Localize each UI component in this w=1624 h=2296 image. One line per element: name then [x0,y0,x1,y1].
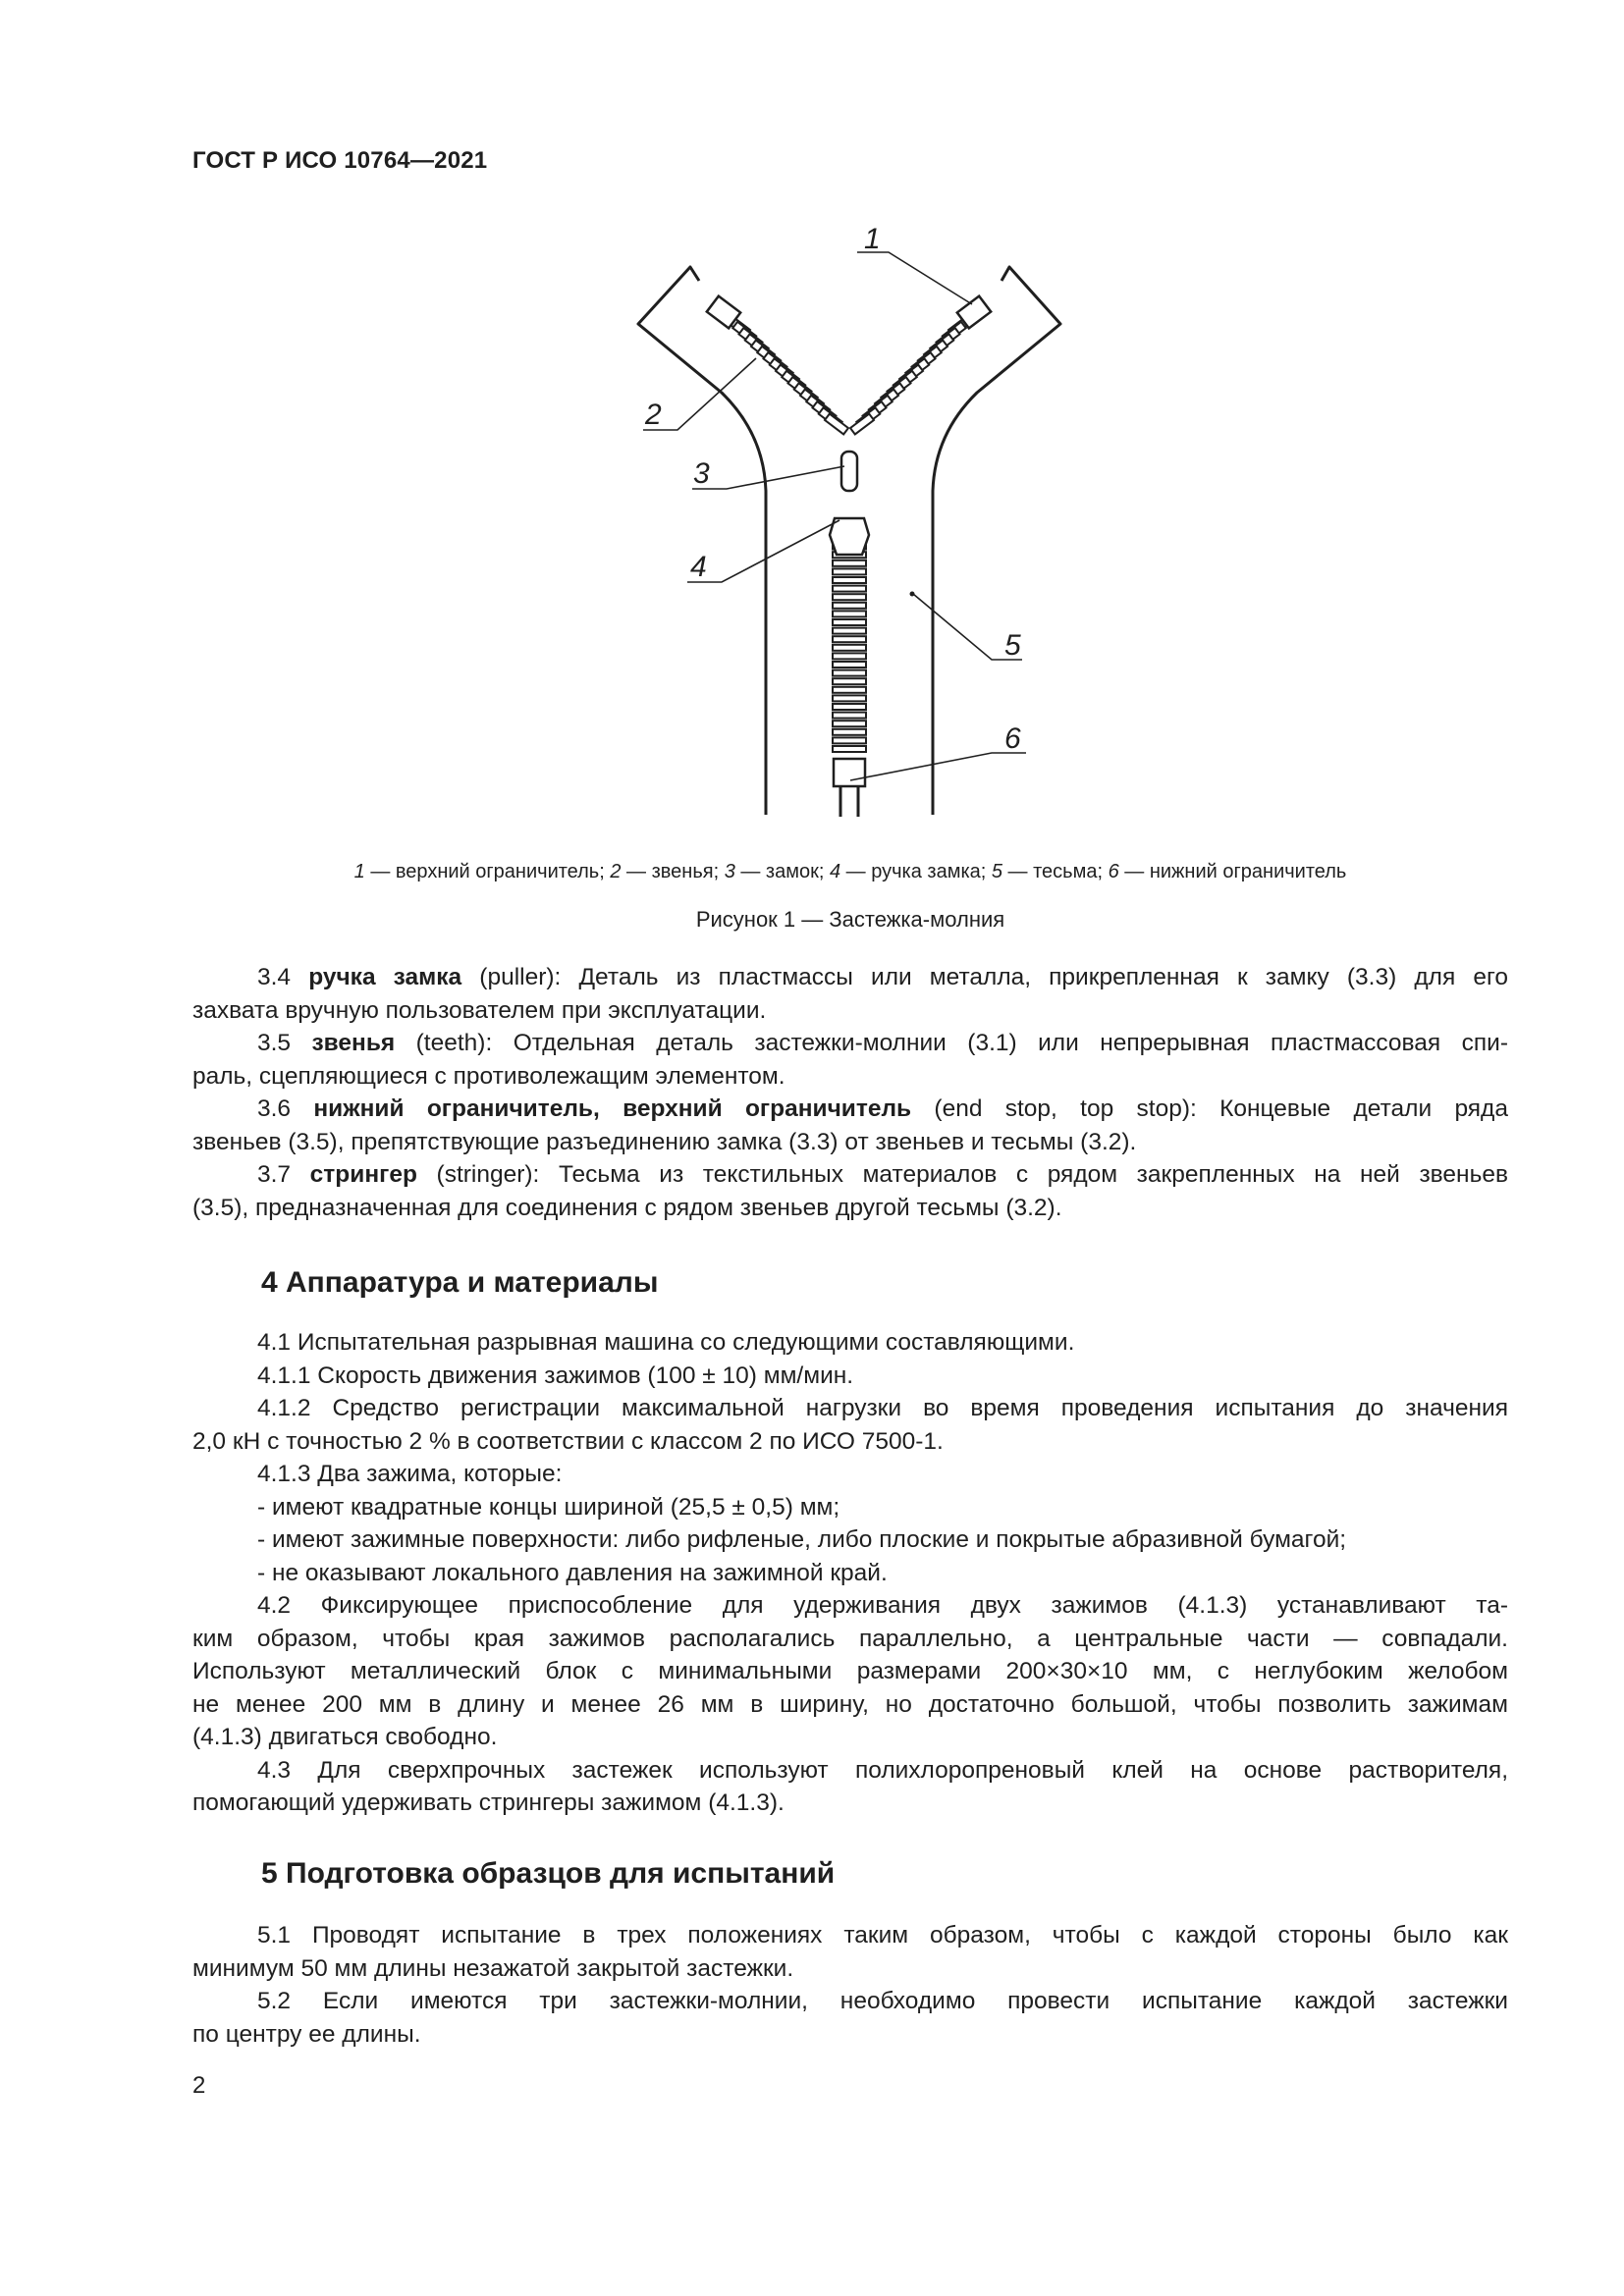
section-5-title: 5 Подготовка образцов для испытаний [261,1857,836,1890]
label-2: 2 [645,399,662,431]
label-4: 4 [690,551,707,583]
zipper-tooth [833,729,866,735]
zipper-tooth [833,687,866,693]
para-4-2: 4.2 Фиксирующее приспособление для удерживания двух зажимов (4.1.3) устанавливают та- [257,1592,1508,1619]
section-4-body [192,1326,1508,1820]
zipper-tooth [833,594,866,600]
label-3: 3 [693,457,710,490]
label-6: 6 [1004,722,1021,755]
leader-6 [850,753,1026,780]
figure-legend: 1 — верхний ограничитель; 2 — звенья; 3 — замок; 4 — ручка замка; 5 — тесьма; 6 — нижний ограничитель [353,861,1347,882]
slider [830,518,869,555]
zipper-tooth [833,662,866,667]
def-3-4: 3.4 ручка замка (puller): Деталь из пластмассы или металла, прикрепленная к замку (3.3) для его [257,964,1508,990]
list-item: - не оказывают локального давления на зажимной край. [257,1559,888,1586]
para-5-2-cont: по центру ее длины. [192,2020,421,2048]
page-number: 2 [192,2072,206,2099]
zipper-tooth [833,577,866,583]
zipper-tooth [833,721,866,726]
zipper-tooth [833,645,866,651]
para-5-1: 5.1 Проводят испытание в трех положениях таким образом, чтобы с каждой стороны было как [257,1922,1508,1949]
para-4-2-line: не менее 200 мм в длину и менее 26 мм в ширину, но достаточно большой, чтобы позволить зажимам [192,1690,1508,1718]
label-5: 5 [1004,629,1021,662]
para-5-2: 5.2 Если имеются три застежки-молнии, необходимо провести испытание каждой застежки [257,1988,1508,2014]
section-5-body [192,1919,1508,2051]
zipper-tooth [833,678,866,684]
def-3-5-cont: раль, сцепляющиеся с противолежащим элементом. [192,1062,785,1090]
para-4-2-line: Используют металлический блок с минимальными размерами 200×30×10 мм, с неглубоким желобом [192,1658,1508,1684]
zipper-figure [628,221,1080,834]
para-4-1: 4.1 Испытательная разрывная машина со следующими составляющими. [257,1329,1075,1356]
para-4-1-2: 4.1.2 Средство регистрации максимальной нагрузки во время проведения испытания до значения [257,1395,1508,1421]
zipper-tooth [833,611,866,616]
def-3-7-cont: (3.5), предназначенная для соединения с рядом звеньев другой тесьмы (3.2). [192,1194,1062,1221]
zipper-tooth [833,704,866,710]
label-1: 1 [864,223,881,255]
zipper-tooth [833,737,866,743]
def-3-4-cont: захвата вручную пользователем при эксплуатации. [192,996,767,1024]
zipper-tooth [833,653,866,659]
section-4-title: 4 Аппаратура и материалы [261,1266,659,1299]
zipper-tooth [833,568,866,574]
zipper-tooth [833,746,866,752]
zipper-tooth [833,695,866,701]
tape-outline-left [638,267,766,815]
para-4-2-line: (4.1.3) двигаться свободно. [192,1724,498,1750]
tape-outline-right [933,267,1060,815]
zipper-tooth [833,670,866,676]
zipper-tooth [833,586,866,592]
leader-4 [687,520,839,582]
para-4-1-1: 4.1.1 Скорость движения зажимов (100 ± 10) мм/мин. [257,1362,854,1389]
leader-1 [857,252,972,304]
list-item: - имеют квадратные концы шириной (25,5 ± 0,5) мм; [257,1493,840,1521]
para-4-2-line: ким образом, чтобы края зажимов располагались параллельно, а центральные части — совпадали. [192,1625,1508,1652]
para-5-1-cont: минимум 50 мм длины незажатой закрытой застежки. [192,1954,794,1982]
zipper-tooth [833,603,866,609]
bottom-stop [834,759,865,786]
zipper-tooth [833,619,866,625]
para-4-3: 4.3 Для сверхпрочных застежек используют полихлоропреновый клей на основе растворителя, [257,1756,1508,1784]
list-item: - имеют зажимные поверхности: либо рифленые, либо плоские и покрытые абразивной бумагой; [257,1526,1347,1553]
def-3-5: 3.5 звенья (teeth): Отдельная деталь застежки-молнии (3.1) или непрерывная пластмассовая спи- [257,1030,1508,1056]
para-4-3-cont: помогающий удерживать стрингеры зажимом (4.1.3). [192,1789,785,1816]
para-4-1-2-cont: 2,0 кН с точностью 2 % в соответствии с классом 2 по ИСО 7500-1. [192,1427,944,1455]
def-3-7: 3.7 стрингер (stringer): Тесьма из текстильных материалов с рядом закрепленных на ней звеньев [257,1161,1508,1188]
leader-3 [692,466,844,489]
zipper-tooth [833,713,866,719]
document-header: ГОСТ Р ИСО 10764—2021 [192,147,488,174]
zipper-tooth [833,628,866,634]
def-3-6: 3.6 нижний ограничитель, верхний ограничитель (end stop, top stop): Концевые детали ряда [257,1095,1508,1122]
figure-caption: Рисунок 1 — Застежка-молния [695,907,1005,932]
zipper-tooth [833,636,866,642]
definitions-block [192,961,1508,1224]
puller [841,452,857,491]
zipper-tooth [833,561,866,566]
tape-point [910,592,915,597]
para-4-1-3: 4.1.3 Два зажима, которые: [257,1461,563,1487]
def-3-6-cont: звеньев (3.5), препятствующие разъединению замка (3.3) от звеньев и тесьмы (3.2). [192,1128,1137,1155]
